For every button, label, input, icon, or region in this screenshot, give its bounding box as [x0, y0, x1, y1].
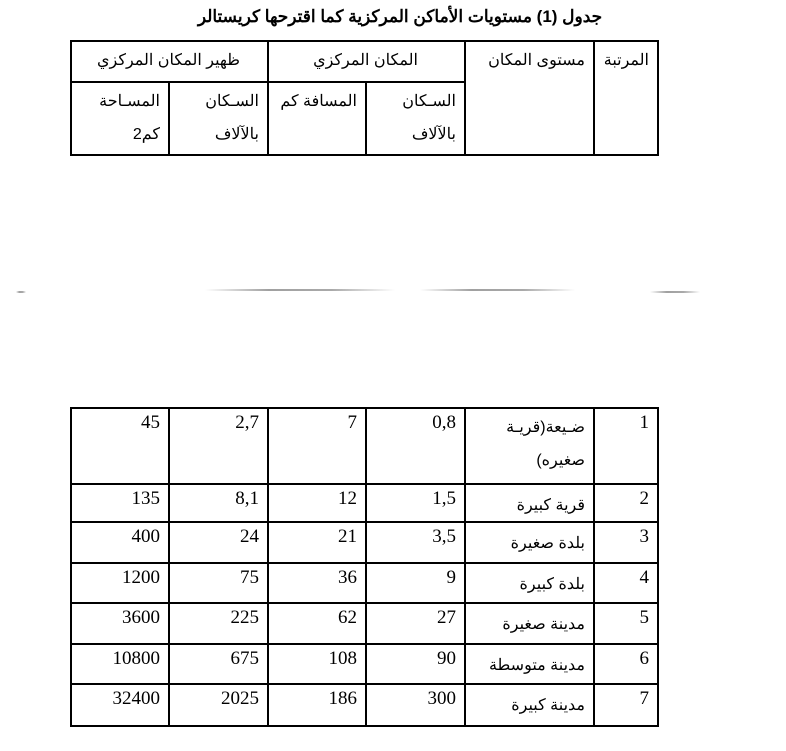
table-cell-rank: 4	[639, 567, 649, 588]
scan-artifact	[16, 291, 26, 293]
table-cell-cp-population: 90	[437, 648, 456, 669]
table-cell-cp-distance: 62	[338, 607, 357, 628]
place-level-line2: صغيره)	[536, 452, 585, 469]
table-cell-rank: 6	[639, 648, 649, 669]
table-cell-cp-population: 3,5	[432, 526, 456, 547]
place-level-line1: مدينة كبيرة	[511, 697, 585, 714]
header-cp-population-line1: السـكان	[402, 93, 456, 110]
table-cell-rank: 7	[639, 688, 649, 709]
place-level-line1: ضـيعة(قريـة	[506, 419, 585, 436]
table-cell-cp-distance: 12	[338, 488, 357, 509]
place-level-line1: بلدة كبيرة	[519, 576, 585, 593]
scan-artifact	[420, 289, 575, 291]
table-cell-cp-population: 300	[427, 688, 456, 709]
table-cell-hl-area: 400	[131, 526, 160, 547]
place-level-line1: بلدة صغيرة	[510, 535, 585, 552]
table-cell-cp-distance: 108	[328, 648, 357, 669]
table-cell-hl-area: 1200	[122, 567, 160, 588]
header-rank: المرتبة	[603, 52, 649, 69]
header-hl-population	[170, 83, 267, 151]
table-cell-cp-distance: 186	[328, 688, 357, 709]
place-level-line1: مدينة صغيرة	[502, 616, 585, 633]
table-cell-hl-population: 75	[240, 567, 259, 588]
table-cell-hl-area: 10800	[112, 648, 160, 669]
header-hl-population-line1: السـكان	[205, 93, 259, 110]
table-cell-hl-area: 32400	[112, 688, 160, 709]
table-cell-level	[466, 523, 593, 560]
table-cell-cp-distance: 7	[347, 412, 357, 433]
table-cell-hl-population: 24	[240, 526, 259, 547]
table-cell-cp-population: 9	[446, 567, 456, 588]
table-cell-hl-population: 8,1	[235, 488, 259, 509]
header-cp-population-line2: بالآلاف	[411, 126, 456, 143]
header-place-level: مستوى المكان	[488, 52, 585, 69]
header-cp-distance: المسافة كم	[280, 93, 357, 110]
header-hl-area-line1: المسـاحة	[99, 93, 160, 110]
table-title: جدول (1) مستويات الأماكن المركزية كما اقترحها كريستالر	[197, 7, 603, 26]
table-cell-level	[466, 604, 593, 641]
header-hinterland: ظهير المكان المركزي	[96, 52, 241, 69]
header-central-place: المكان المركزي	[313, 52, 418, 69]
table-cell-hl-area: 135	[131, 488, 160, 509]
table-cell-cp-distance: 36	[338, 567, 357, 588]
header-hl-area-line2: كم2	[132, 126, 160, 143]
table-cell-hl-population: 2025	[221, 688, 259, 709]
table-cell-rank: 2	[639, 488, 649, 509]
place-level-line1: قرية كبيرة	[516, 497, 585, 514]
table-cell-hl-population: 675	[230, 648, 259, 669]
table-cell-cp-population: 0,8	[432, 412, 456, 433]
table-cell-hl-population: 2,7	[235, 412, 259, 433]
table-cell-rank: 5	[639, 607, 649, 628]
table-border-right	[657, 40, 659, 156]
scan-artifact	[650, 291, 700, 293]
header-cp-population	[367, 83, 464, 151]
table-cell-cp-population: 1,5	[432, 488, 456, 509]
table-cell-rank: 3	[639, 526, 649, 547]
table-cell-rank: 1	[639, 412, 649, 433]
table-cell-level	[466, 409, 593, 477]
table-cell-cp-population: 27	[437, 607, 456, 628]
table-border-right	[657, 407, 659, 727]
table-cell-level	[466, 485, 593, 522]
table-cell-hl-area: 3600	[122, 607, 160, 628]
table-cell-cp-distance: 21	[338, 526, 357, 547]
table-cell-level	[466, 685, 593, 722]
table-cell-level	[466, 564, 593, 601]
scan-artifact	[205, 289, 395, 291]
table-cell-level	[466, 645, 593, 682]
header-hl-population-line2: بالآلاف	[214, 126, 259, 143]
table-cell-hl-area: 45	[141, 412, 160, 433]
place-level-line1: مدينة متوسطة	[488, 657, 585, 674]
table-cell-hl-population: 225	[230, 607, 259, 628]
header-hl-area	[72, 83, 168, 151]
